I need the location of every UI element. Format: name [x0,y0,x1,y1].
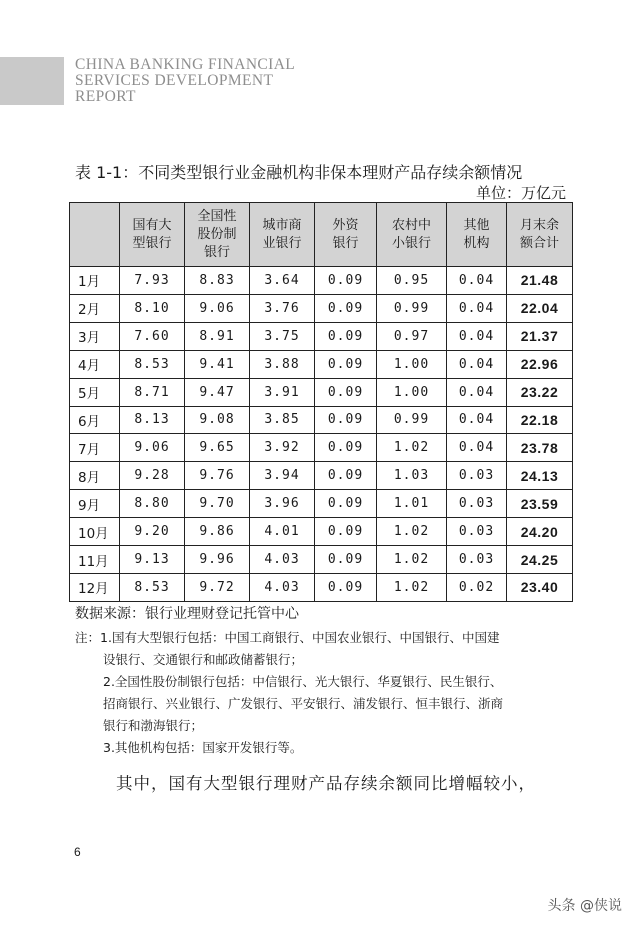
value-cell: 8.91 [185,322,250,350]
column-header-line: 机构 [463,235,490,251]
balance-table [69,202,573,602]
value-cell: 0.09 [315,267,377,295]
month-cell: 1月 [70,267,120,295]
column-header-line: 全国性 [197,208,237,224]
total-cell: 22.18 [507,406,573,434]
table-row [70,518,573,546]
value-cell: 0.09 [315,294,377,322]
table-row [70,294,573,322]
value-cell: 0.09 [315,322,377,350]
table-header-row [70,203,573,267]
table-caption: 表 1-1：不同类型银行业金融机构非保本理财产品存续余额情况 [75,163,523,182]
column-header [120,203,185,267]
total-cell: 24.25 [507,546,573,574]
total-cell: 21.48 [507,267,573,295]
month-cell: 11月 [70,546,120,574]
month-cell: 12月 [70,573,120,601]
value-cell: 7.60 [120,322,185,350]
value-cell: 3.88 [250,350,315,378]
total-cell: 23.59 [507,490,573,518]
value-cell: 1.00 [377,350,447,378]
value-cell: 4.03 [250,573,315,601]
value-cell: 0.09 [315,546,377,574]
header-title-line: SERVICES DEVELOPMENT [75,72,274,89]
value-cell: 0.03 [447,546,507,574]
table-row [70,350,573,378]
month-cell: 8月 [70,462,120,490]
value-cell: 9.47 [185,378,250,406]
value-cell: 0.04 [447,322,507,350]
table-row [70,546,573,574]
value-cell: 9.65 [185,434,250,462]
body-paragraph: 其中，国有大型银行理财产品存续余额同比增幅较小， [116,774,536,793]
value-cell: 0.99 [377,406,447,434]
value-cell: 4.03 [250,546,315,574]
note-item [75,627,575,649]
value-cell: 0.09 [315,434,377,462]
value-cell: 0.09 [315,518,377,546]
column-header-line: 国有大 [132,217,172,233]
total-cell: 22.04 [507,294,573,322]
note-text: 设银行、交通银行和邮政储蓄银行； [103,652,304,667]
value-cell: 8.80 [120,490,185,518]
column-header [447,203,507,267]
value-cell: 9.70 [185,490,250,518]
total-cell: 23.78 [507,434,573,462]
value-cell: 0.03 [447,518,507,546]
value-cell: 0.09 [315,490,377,518]
note-text: 银行和渤海银行； [103,718,204,733]
column-header-line: 外资 [332,217,359,233]
note-text: 2.全国性股份制银行包括：中信银行、光大银行、华夏银行、民生银行、 [103,674,503,689]
table-unit: 单位：万亿元 [475,184,566,202]
value-cell: 0.95 [377,267,447,295]
total-cell: 23.22 [507,378,573,406]
value-cell: 9.13 [120,546,185,574]
data-source: 数据来源：银行业理财登记托管中心 [75,606,299,622]
value-cell: 8.83 [185,267,250,295]
column-header-line: 其他 [463,217,490,233]
table-row [70,490,573,518]
value-cell: 0.09 [315,406,377,434]
value-cell: 8.53 [120,350,185,378]
value-cell: 0.09 [315,350,377,378]
column-header-line: 股份制 [197,226,237,242]
value-cell: 9.06 [120,434,185,462]
notes [75,627,575,759]
table-row [70,267,573,295]
month-cell: 10月 [70,518,120,546]
value-cell: 9.28 [120,462,185,490]
value-cell: 0.99 [377,294,447,322]
value-cell: 0.03 [447,490,507,518]
column-header [185,203,250,267]
column-header-line: 银行 [203,244,230,260]
value-cell: 0.04 [447,406,507,434]
month-cell: 7月 [70,434,120,462]
month-cell: 6月 [70,406,120,434]
table-row [70,406,573,434]
value-cell: 9.76 [185,462,250,490]
table-row [70,322,573,350]
value-cell: 0.04 [447,267,507,295]
value-cell: 4.01 [250,518,315,546]
value-cell: 9.20 [120,518,185,546]
header-gray-block [0,57,64,105]
total-cell: 23.40 [507,573,573,601]
column-header-line: 小银行 [391,235,431,251]
value-cell: 0.04 [447,294,507,322]
value-cell: 9.41 [185,350,250,378]
value-cell: 0.04 [447,350,507,378]
value-cell: 0.04 [447,378,507,406]
value-cell: 0.04 [447,434,507,462]
value-cell: 1.02 [377,518,447,546]
value-cell: 3.96 [250,490,315,518]
value-cell: 0.09 [315,573,377,601]
column-header-line: 月末余 [519,217,559,233]
value-cell: 1.00 [377,378,447,406]
value-cell: 9.06 [185,294,250,322]
month-cell: 2月 [70,294,120,322]
month-cell: 4月 [70,350,120,378]
value-cell: 8.71 [120,378,185,406]
value-cell: 9.72 [185,573,250,601]
value-cell: 3.92 [250,434,315,462]
table-row [70,378,573,406]
column-header [507,203,573,267]
note-item [75,737,575,759]
column-header-line: 银行 [332,235,359,251]
page-number: 6 [74,845,81,859]
watermark: 头条 @侠说 [547,898,622,914]
month-cell: 3月 [70,322,120,350]
value-cell: 8.13 [120,406,185,434]
value-cell: 1.01 [377,490,447,518]
note-text: 招商银行、兴业银行、广发银行、平安银行、浦发银行、恒丰银行、浙商 [103,696,504,711]
report-header-title [75,57,335,105]
header-title-line: REPORT [75,88,136,105]
note-prefix: 注： [75,630,101,645]
column-header-line: 型银行 [132,235,172,251]
total-cell: 22.96 [507,350,573,378]
table-row [70,573,573,601]
table-row [70,462,573,490]
value-cell: 9.08 [185,406,250,434]
value-cell: 0.02 [447,573,507,601]
column-header-line: 农村中 [391,217,431,233]
column-header [315,203,377,267]
column-header [250,203,315,267]
value-cell: 0.09 [315,462,377,490]
total-cell: 24.13 [507,462,573,490]
value-cell: 3.85 [250,406,315,434]
table-header [70,203,573,267]
value-cell: 3.75 [250,322,315,350]
month-cell: 5月 [70,378,120,406]
table-corner-cell [70,203,120,267]
header-title-line: CHINA BANKING FINANCIAL [75,56,296,73]
column-header-line: 城市商 [262,217,302,233]
value-cell: 9.96 [185,546,250,574]
value-cell: 1.02 [377,546,447,574]
note-text: 1.国有大型银行包括：中国工商银行、中国农业银行、中国银行、中国建 [100,630,500,645]
value-cell: 8.53 [120,573,185,601]
column-header [377,203,447,267]
month-cell: 9月 [70,490,120,518]
value-cell: 8.10 [120,294,185,322]
value-cell: 3.76 [250,294,315,322]
value-cell: 3.91 [250,378,315,406]
column-header-line: 业银行 [262,235,302,251]
column-header-line: 额合计 [519,235,559,251]
total-cell: 24.20 [507,518,573,546]
value-cell: 1.03 [377,462,447,490]
value-cell: 7.93 [120,267,185,295]
value-cell: 3.64 [250,267,315,295]
table-row [70,434,573,462]
total-cell: 21.37 [507,322,573,350]
table-body [70,267,573,602]
value-cell: 3.94 [250,462,315,490]
value-cell: 0.97 [377,322,447,350]
note-item [75,671,575,693]
note-text: 3.其他机构包括：国家开发银行等。 [103,740,303,755]
value-cell: 0.03 [447,462,507,490]
value-cell: 1.02 [377,434,447,462]
value-cell: 0.09 [315,378,377,406]
value-cell: 9.86 [185,518,250,546]
value-cell: 1.02 [377,573,447,601]
